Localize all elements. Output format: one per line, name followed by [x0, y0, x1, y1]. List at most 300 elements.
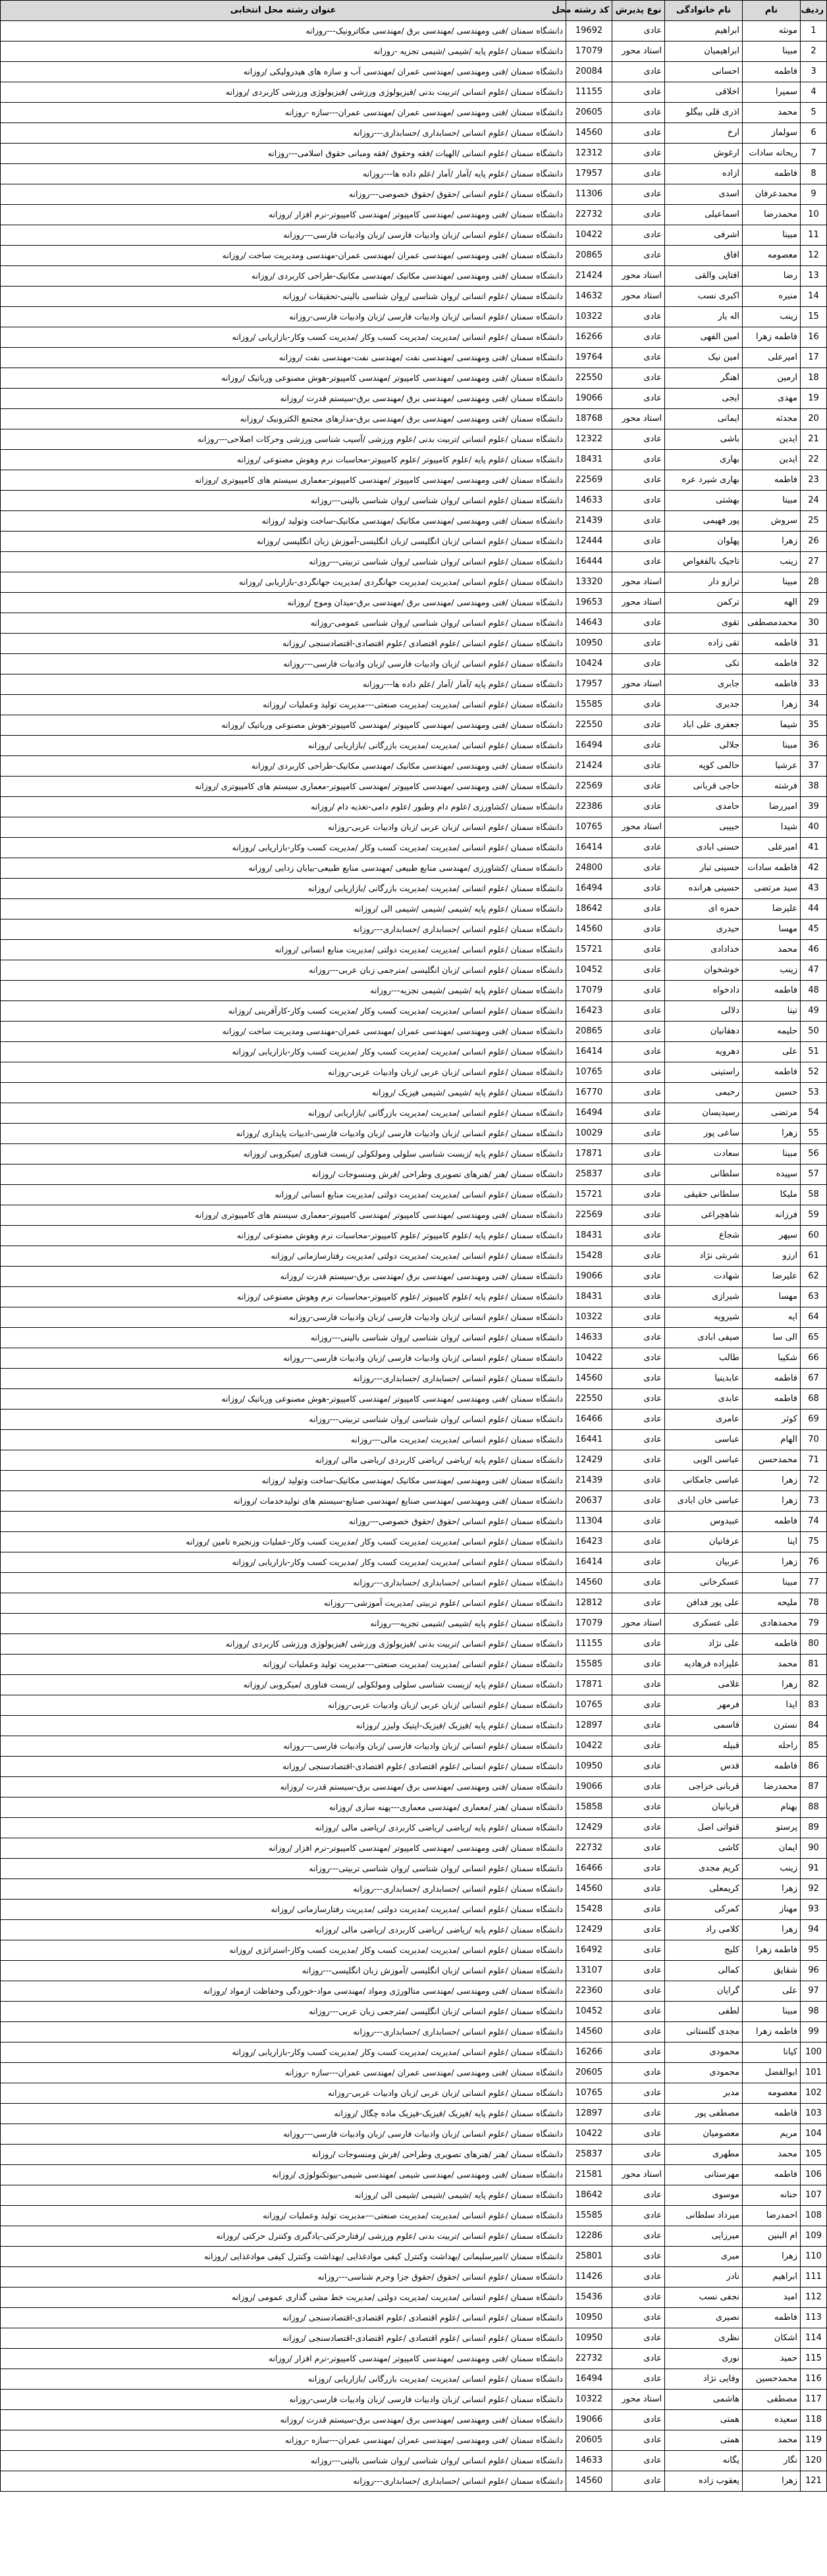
admission-type-cell: عادی	[612, 21, 665, 41]
admission-type-cell: عادی	[612, 2247, 665, 2267]
first-name-cell: عرشیا	[743, 756, 801, 777]
table-row	[1, 1491, 827, 1512]
header-code: کد رشته محل	[566, 1, 612, 21]
code-cell: 19066	[566, 2410, 612, 2430]
admission-type-cell: عادی	[612, 205, 665, 225]
field-cell: دانشگاه سمنان /علوم انسانی /حسابداری /حسابداری---روزانه	[1, 2471, 566, 2492]
field-cell: دانشگاه سمنان /علوم انسانی /مدیریت /مدیریت صنعتی---مدیریت تولید وعملیات /روزانه	[1, 2206, 566, 2226]
field-cell: دانشگاه سمنان /فنی ومهندسی /مهندسی عمران /مهندسی عمران---سازه -روزانه	[1, 2430, 566, 2451]
field-cell: دانشگاه سمنان /علوم انسانی /زبان انگلیسی /مترجمی زبان عربی---روزانه	[1, 960, 566, 981]
last-name-cell: عبیدوس	[665, 1512, 743, 1532]
row-number-cell: 47	[801, 960, 827, 981]
code-cell: 17871	[566, 1675, 612, 1695]
last-name-cell: عباسی جامکانی	[665, 1471, 743, 1491]
field-cell: دانشگاه سمنان /فنی ومهندسی /مهندسی مکانیک /مهندسی مکانیک-ساخت وتولید /روزانه	[1, 511, 566, 532]
code-cell: 12444	[566, 532, 612, 552]
table-row	[1, 205, 827, 225]
table-row	[1, 409, 827, 429]
admission-type-cell: عادی	[612, 899, 665, 919]
row-number-cell: 27	[801, 552, 827, 572]
last-name-cell: مهرستانی	[665, 2165, 743, 2185]
code-cell: 14560	[566, 123, 612, 144]
admission-type-cell: عادی	[612, 756, 665, 777]
admission-type-cell: عادی	[612, 858, 665, 879]
admission-type-cell: عادی	[612, 1328, 665, 1348]
row-number-cell: 21	[801, 429, 827, 450]
admission-type-cell: عادی	[612, 62, 665, 82]
table-row	[1, 1736, 827, 1757]
row-number-cell: 95	[801, 1940, 827, 1961]
admission-type-cell: عادی	[612, 797, 665, 817]
table-row	[1, 736, 827, 756]
field-cell: دانشگاه سمنان /علوم انسانی /حسابداری /حسابداری---روزانه	[1, 1369, 566, 1389]
last-name-cell: عابدی	[665, 1389, 743, 1410]
row-number-cell: 116	[801, 2369, 827, 2390]
code-cell: 17871	[566, 1144, 612, 1165]
admission-type-cell: عادی	[612, 1124, 665, 1144]
table-row	[1, 2104, 827, 2124]
table-row	[1, 41, 827, 62]
table-row	[1, 1573, 827, 1593]
code-cell: 14560	[566, 919, 612, 940]
row-number-cell: 87	[801, 1777, 827, 1797]
code-cell: 25837	[566, 1165, 612, 1185]
table-row	[1, 532, 827, 552]
table-row	[1, 552, 827, 572]
code-cell: 12897	[566, 1716, 612, 1736]
last-name-cell: دلالی	[665, 1001, 743, 1022]
admission-type-cell: عادی	[612, 777, 665, 797]
admission-type-cell: عادی	[612, 552, 665, 572]
code-cell: 12322	[566, 429, 612, 450]
last-name-cell: عسکرخانی	[665, 1573, 743, 1593]
code-cell: 10322	[566, 1307, 612, 1328]
table-row	[1, 1961, 827, 1981]
last-name-cell: دهقانیان	[665, 1022, 743, 1042]
row-number-cell: 89	[801, 1818, 827, 1838]
table-row	[1, 184, 827, 205]
first-name-cell: فاطمه	[743, 2165, 801, 2185]
first-name-cell: زینب	[743, 1859, 801, 1879]
last-name-cell: کلامی راد	[665, 1920, 743, 1940]
field-cell: دانشگاه سمنان /فنی ومهندسی /مهندسی کامپیوتر /مهندسی کامپیوتر-هوش مصنوعی ورباتیک /روزانه	[1, 368, 566, 389]
admission-type-cell: عادی	[612, 1675, 665, 1695]
admission-type-cell: استاد محور	[612, 41, 665, 62]
first-name-cell: حلیمه	[743, 1022, 801, 1042]
last-name-cell: علی نژاد	[665, 1634, 743, 1655]
table-row	[1, 1001, 827, 1022]
last-name-cell: حامدی	[665, 797, 743, 817]
last-name-cell: حبیبی	[665, 817, 743, 838]
table-row	[1, 1675, 827, 1695]
field-cell: دانشگاه سمنان /فنی ومهندسی /مهندسی شیمی /مهندسی شیمی-بیوتکنولوژی /روزانه	[1, 2165, 566, 2185]
code-cell: 12429	[566, 1920, 612, 1940]
code-cell: 21581	[566, 2165, 612, 2185]
header-field: عنوان رشته محل انتخابی	[1, 1, 566, 21]
field-cell: دانشگاه سمنان /فنی ومهندسی /مهندسی عمران /مهندسی عمران---سازه -روزانه	[1, 103, 566, 123]
first-name-cell: محمدمصطفی	[743, 613, 801, 634]
first-name-cell: معصومه	[743, 246, 801, 266]
field-cell: دانشگاه سمنان /علوم پایه /آمار /آمار /علم داده ها---روزانه	[1, 164, 566, 184]
first-name-cell: زهرا	[743, 1471, 801, 1491]
row-number-cell: 29	[801, 593, 827, 613]
field-cell: دانشگاه سمنان /علوم انسانی /زبان عربی /زبان وادبیات عربی-روزانه	[1, 2083, 566, 2104]
first-name-cell: شیما	[743, 715, 801, 736]
table-row	[1, 715, 827, 736]
first-name-cell: مهسا	[743, 919, 801, 940]
field-cell: دانشگاه سمنان /فنی ومهندسی /مهندسی عمران /مهندسی عمران-مهندسی ومدیریت ساخت /روزانه	[1, 246, 566, 266]
admission-type-cell: عادی	[612, 1042, 665, 1062]
code-cell: 12312	[566, 144, 612, 164]
field-cell: دانشگاه سمنان /علوم پایه /شیمی /شیمی /شیمی الی /روزانه	[1, 899, 566, 919]
admission-type-cell: عادی	[612, 2145, 665, 2165]
admission-type-cell: عادی	[612, 1246, 665, 1267]
code-cell: 10422	[566, 2124, 612, 2145]
last-name-cell: علی عسکری	[665, 1614, 743, 1634]
admission-type-cell: عادی	[612, 2226, 665, 2247]
table-row	[1, 1430, 827, 1450]
first-name-cell: محمدرضا	[743, 205, 801, 225]
first-name-cell: فاطمه زهرا	[743, 2022, 801, 2042]
table-row	[1, 1614, 827, 1634]
row-number-cell: 48	[801, 981, 827, 1001]
last-name-cell: قربانی خراجی	[665, 1777, 743, 1797]
table-row	[1, 1655, 827, 1675]
row-number-cell: 50	[801, 1022, 827, 1042]
last-name-cell: قربانیان	[665, 1797, 743, 1818]
field-cell: دانشگاه سمنان /علوم انسانی /حسابداری /حسابداری---روزانه	[1, 919, 566, 940]
field-cell: دانشگاه سمنان /علوم انسانی /مدیریت /مدیریت دولتی /مدیریت منابع انسانی /روزانه	[1, 940, 566, 960]
field-cell: دانشگاه سمنان /هنر /معماری /مهندسی معماری---پهنه سازی /روزانه	[1, 1797, 566, 1818]
table-row	[1, 491, 827, 511]
field-cell: دانشگاه سمنان /علوم انسانی /علوم تربیتی /مدیریت آموزشی---روزانه	[1, 1593, 566, 1614]
code-cell: 18642	[566, 2185, 612, 2206]
row-number-cell: 34	[801, 695, 827, 715]
row-number-cell: 119	[801, 2430, 827, 2451]
table-row	[1, 368, 827, 389]
last-name-cell: شجاع	[665, 1226, 743, 1246]
code-cell: 16423	[566, 1532, 612, 1552]
table-row	[1, 1879, 827, 1900]
first-name-cell: فاطمه سادات	[743, 858, 801, 879]
admission-type-cell: عادی	[612, 1491, 665, 1512]
table-row	[1, 1777, 827, 1797]
last-name-cell: اذری قلی بیگلو	[665, 103, 743, 123]
table-row	[1, 940, 827, 960]
code-cell: 14632	[566, 287, 612, 307]
first-name-cell: مبینا	[743, 491, 801, 511]
last-name-cell: هاشمی	[665, 2390, 743, 2410]
table-row	[1, 1103, 827, 1124]
table-row	[1, 2002, 827, 2022]
code-cell: 15436	[566, 2288, 612, 2308]
field-cell: دانشگاه سمنان /علوم انسانی /مدیریت /مدیریت کسب وکار /مدیریت کسب وکار-عملیات وزنجیره تامین /روزانه	[1, 1532, 566, 1552]
field-cell: دانشگاه سمنان /علوم انسانی /زبان وادبیات فارسی /زبان وادبیات فارسی-ادبیات پایداری /روزانه	[1, 1124, 566, 1144]
admission-type-cell: عادی	[612, 1716, 665, 1736]
row-number-cell: 19	[801, 389, 827, 409]
code-cell: 16466	[566, 1410, 612, 1430]
last-name-cell: ازاده	[665, 164, 743, 184]
first-name-cell: فرشته	[743, 777, 801, 797]
last-name-cell: حاجی قربانی	[665, 777, 743, 797]
code-cell: 20637	[566, 1491, 612, 1512]
first-name-cell: ایدا	[743, 1695, 801, 1716]
admission-type-cell: عادی	[612, 164, 665, 184]
first-name-cell: ابراهیم	[743, 2267, 801, 2288]
table-row	[1, 2410, 827, 2430]
first-name-cell: ریحانه سادات	[743, 144, 801, 164]
row-number-cell: 92	[801, 1879, 827, 1900]
row-number-cell: 86	[801, 1757, 827, 1777]
last-name-cell: مجدی گلستانی	[665, 2022, 743, 2042]
code-cell: 22360	[566, 1981, 612, 2002]
last-name-cell: ترکمن	[665, 593, 743, 613]
admission-type-cell: عادی	[612, 1165, 665, 1185]
first-name-cell: فاطمه	[743, 981, 801, 1001]
row-number-cell: 106	[801, 2165, 827, 2185]
field-cell: دانشگاه سمنان /علوم پایه /علوم کامپیوتر /علوم کامپیوتر-محاسبات نرم وهوش مصنوعی /روزانه	[1, 1287, 566, 1307]
code-cell: 10322	[566, 307, 612, 327]
row-number-cell: 75	[801, 1532, 827, 1552]
last-name-cell: ارغوش	[665, 144, 743, 164]
table-row	[1, 2451, 827, 2471]
first-name-cell: زهرا	[743, 695, 801, 715]
first-name-cell: سمیرا	[743, 82, 801, 103]
last-name-cell: تکی	[665, 654, 743, 674]
field-cell: دانشگاه سمنان /علوم انسانی /زبان وادبیات فارسی /زبان وادبیات فارسی---روزانه	[1, 1348, 566, 1369]
admission-type-cell: عادی	[612, 1573, 665, 1593]
code-cell: 17079	[566, 981, 612, 1001]
row-number-cell: 23	[801, 470, 827, 491]
first-name-cell: زهرا	[743, 532, 801, 552]
last-name-cell: سعادت	[665, 1144, 743, 1165]
field-cell: دانشگاه سمنان /هنر /هنرهای تصویری وطراحی /فرش ومنسوجات /روزانه	[1, 1165, 566, 1185]
field-cell: دانشگاه سمنان /فنی ومهندسی /مهندسی عمران /مهندسی آب و سازه های هیدرولیکی /روزانه	[1, 62, 566, 82]
row-number-cell: 65	[801, 1328, 827, 1348]
row-number-cell: 31	[801, 634, 827, 654]
table-row	[1, 756, 827, 777]
code-cell: 17079	[566, 1614, 612, 1634]
code-cell: 22732	[566, 205, 612, 225]
admission-type-cell: عادی	[612, 225, 665, 246]
first-name-cell: فاطمه	[743, 1757, 801, 1777]
table-row	[1, 797, 827, 817]
code-cell: 16494	[566, 736, 612, 756]
table-row	[1, 1532, 827, 1552]
first-name-cell: سروش	[743, 511, 801, 532]
code-cell: 10950	[566, 1757, 612, 1777]
code-cell: 12429	[566, 1450, 612, 1471]
first-name-cell: احمدرضا	[743, 2206, 801, 2226]
table-row	[1, 2308, 827, 2328]
admission-type-cell: استاد محور	[612, 2165, 665, 2185]
first-name-cell: مبینا	[743, 736, 801, 756]
table-row	[1, 613, 827, 634]
code-cell: 16414	[566, 1552, 612, 1573]
admission-type-cell: عادی	[612, 2288, 665, 2308]
table-row	[1, 327, 827, 348]
field-cell: دانشگاه سمنان /فنی ومهندسی /مهندسی کامپیوتر /مهندسی کامپیوتر-هوش مصنوعی ورباتیک /روزانه	[1, 1389, 566, 1410]
first-name-cell: فاطمه	[743, 654, 801, 674]
table-row	[1, 2390, 827, 2410]
row-number-cell: 114	[801, 2328, 827, 2349]
field-cell: دانشگاه سمنان /علوم انسانی /مدیریت /مدیریت کسب وکار /مدیریت کسب وکار-بازاریابی /روزانه	[1, 1042, 566, 1062]
row-number-cell: 5	[801, 103, 827, 123]
row-number-cell: 6	[801, 123, 827, 144]
admission-type-cell: عادی	[612, 1062, 665, 1083]
admission-type-cell: عادی	[612, 715, 665, 736]
code-cell: 22732	[566, 1838, 612, 1859]
table-row	[1, 1410, 827, 1430]
row-number-cell: 36	[801, 736, 827, 756]
table-row	[1, 2247, 827, 2267]
field-cell: دانشگاه سمنان /فنی ومهندسی /مهندسی برق /مهندسی برق-مدارهای مجتمع الکترونیک /روزانه	[1, 409, 566, 429]
field-cell: دانشگاه سمنان /علوم انسانی /زبان عربی /زبان وادبیات عربی-روزانه	[1, 1062, 566, 1083]
admission-type-cell: عادی	[612, 2471, 665, 2492]
code-cell: 14560	[566, 1879, 612, 1900]
row-number-cell: 91	[801, 1859, 827, 1879]
field-cell: دانشگاه سمنان /علوم پایه /شیمی /شیمی تجزیه---روزانه	[1, 981, 566, 1001]
last-name-cell: دهرویه	[665, 1042, 743, 1062]
row-number-cell: 45	[801, 919, 827, 940]
table-row	[1, 1246, 827, 1267]
first-name-cell: الی سا	[743, 1328, 801, 1348]
row-number-cell: 80	[801, 1634, 827, 1655]
first-name-cell: مریم	[743, 2124, 801, 2145]
first-name-cell: بهنام	[743, 1797, 801, 1818]
last-name-cell: ابراهیم	[665, 21, 743, 41]
field-cell: دانشگاه سمنان /علوم انسانی /زبان عربی /زبان وادبیات عربی-روزانه	[1, 817, 566, 838]
field-cell: دانشگاه سمنان /فنی ومهندسی /مهندسی کامپیوتر /مهندسی کامپیوتر-معماری سیستم های کامپیوتری /روزانه	[1, 470, 566, 491]
field-cell: دانشگاه سمنان /کشاورزی /علوم دام وطیور /علوم دامی-تغذیه دام /روزانه	[1, 797, 566, 817]
code-cell: 13320	[566, 572, 612, 593]
last-name-cell: نجفی نسب	[665, 2288, 743, 2308]
code-cell: 15585	[566, 2206, 612, 2226]
field-cell: دانشگاه سمنان /فنی ومهندسی /مهندسی برق /مهندسی برق-سیستم قدرت /روزانه	[1, 1777, 566, 1797]
first-name-cell: مبینا	[743, 41, 801, 62]
row-number-cell: 77	[801, 1573, 827, 1593]
row-number-cell: 8	[801, 164, 827, 184]
last-name-cell: پور فهیمی	[665, 511, 743, 532]
row-number-cell: 28	[801, 572, 827, 593]
admission-type-cell: عادی	[612, 2063, 665, 2083]
code-cell: 15585	[566, 695, 612, 715]
code-cell: 18768	[566, 409, 612, 429]
first-name-cell: ارمین	[743, 368, 801, 389]
table-row	[1, 2206, 827, 2226]
admission-type-cell: عادی	[612, 1267, 665, 1287]
first-name-cell: محدثه	[743, 409, 801, 429]
first-name-cell: مبینا	[743, 2002, 801, 2022]
field-cell: دانشگاه سمنان /هنر /هنرهای تصویری وطراحی /فرش ومنسوجات /روزانه	[1, 2145, 566, 2165]
code-cell: 22569	[566, 777, 612, 797]
last-name-cell: بهاری شیرد عره	[665, 470, 743, 491]
admission-type-cell: عادی	[612, 1369, 665, 1389]
table-row	[1, 2083, 827, 2104]
field-cell: دانشگاه سمنان /علوم انسانی /حقوق /حقوق خصوصی---روزانه	[1, 1512, 566, 1532]
table-row	[1, 1797, 827, 1818]
table-row	[1, 879, 827, 899]
admission-type-cell: عادی	[612, 1981, 665, 2002]
admission-type-cell: عادی	[612, 511, 665, 532]
last-name-cell: قدس	[665, 1757, 743, 1777]
first-name-cell: رضا	[743, 266, 801, 287]
last-name-cell: عامری	[665, 1410, 743, 1430]
row-number-cell: 10	[801, 205, 827, 225]
header-row	[1, 1, 827, 21]
last-name-cell: شیرویه	[665, 1307, 743, 1328]
field-cell: دانشگاه سمنان /فنی ومهندسی /مهندسی برق /مهندسی برق-سیستم قدرت /روزانه	[1, 2410, 566, 2430]
first-name-cell: حنانه	[743, 2185, 801, 2206]
field-cell: دانشگاه سمنان /علوم انسانی /زبان انگلیسی /مترجمی زبان عربی---روزانه	[1, 2002, 566, 2022]
field-cell: دانشگاه سمنان /علوم انسانی /الهیات /فقه وحقوق /فقه ومبانی حقوق اسلامی---روزانه	[1, 144, 566, 164]
admission-type-cell: عادی	[612, 82, 665, 103]
field-cell: دانشگاه سمنان /علوم انسانی /مدیریت /مدیریت کسب وکار /مدیریت کسب وکار-بازاریابی /روزانه	[1, 838, 566, 858]
field-cell: دانشگاه سمنان /علوم انسانی /علوم اقتصادی /علوم اقتصادی-اقتصادسنجی /روزانه	[1, 2308, 566, 2328]
last-name-cell: جعفری علی اباد	[665, 715, 743, 736]
last-name-cell: شیرازی	[665, 1287, 743, 1307]
table-row	[1, 2471, 827, 2492]
row-number-cell: 74	[801, 1512, 827, 1532]
row-number-cell: 7	[801, 144, 827, 164]
last-name-cell: حالمی کوپه	[665, 756, 743, 777]
row-number-cell: 38	[801, 777, 827, 797]
admission-type-cell: عادی	[612, 613, 665, 634]
last-name-cell: سلطانی	[665, 1165, 743, 1185]
row-number-cell: 40	[801, 817, 827, 838]
last-name-cell: وفایی نژاد	[665, 2369, 743, 2390]
table-row	[1, 1205, 827, 1226]
first-name-cell: شکیبا	[743, 1348, 801, 1369]
last-name-cell: غلامی	[665, 1675, 743, 1695]
code-cell: 11426	[566, 2267, 612, 2288]
field-cell: دانشگاه سمنان /علوم انسانی /تربیت بدنی /فیزیولوژی ورزشی /فیزیولوژی ورزشی کاربردی /روزانه	[1, 82, 566, 103]
last-name-cell: اخلاقی	[665, 82, 743, 103]
table-row	[1, 2349, 827, 2369]
first-name-cell: فاطمه	[743, 1389, 801, 1410]
code-cell: 22732	[566, 2349, 612, 2369]
admission-type-cell: عادی	[612, 368, 665, 389]
code-cell: 24800	[566, 858, 612, 879]
admission-type-cell: عادی	[612, 327, 665, 348]
admission-type-cell: عادی	[612, 2042, 665, 2063]
first-name-cell: مونثه	[743, 21, 801, 41]
field-cell: دانشگاه سمنان /فنی ومهندسی /مهندسی کامپیوتر /مهندسی کامپیوتر-معماری سیستم های کامپیوتری /روزانه	[1, 1205, 566, 1226]
last-name-cell: کمرکی	[665, 1900, 743, 1920]
field-cell: دانشگاه سمنان /علوم انسانی /زبان وادبیات فارسی /زبان وادبیات فارسی-روزانه	[1, 2390, 566, 2410]
first-name-cell: مصطفی	[743, 2390, 801, 2410]
first-name-cell: زهرا	[743, 1491, 801, 1512]
last-name-cell: مصطفی پور	[665, 2104, 743, 2124]
table-row	[1, 1287, 827, 1307]
admission-type-cell: عادی	[612, 491, 665, 511]
code-cell: 14633	[566, 2451, 612, 2471]
code-cell: 19653	[566, 593, 612, 613]
field-cell: دانشگاه سمنان /فنی ومهندسی /مهندسی عمران /مهندسی عمران-مهندسی ومدیریت ساخت /روزانه	[1, 1022, 566, 1042]
table-row	[1, 1593, 827, 1614]
last-name-cell: جلالی	[665, 736, 743, 756]
admission-type-cell: عادی	[612, 1859, 665, 1879]
row-number-cell: 109	[801, 2226, 827, 2247]
field-cell: دانشگاه سمنان /علوم انسانی /مدیریت /مدیریت بازرگانی /بازاریابی /روزانه	[1, 1103, 566, 1124]
row-number-cell: 64	[801, 1307, 827, 1328]
last-name-cell: اهنگر	[665, 368, 743, 389]
first-name-cell: فاطمه	[743, 1512, 801, 1532]
last-name-cell: باشی	[665, 429, 743, 450]
header-row-number: ردیف	[801, 1, 827, 21]
first-name-cell: مبینا	[743, 572, 801, 593]
code-cell: 16494	[566, 2369, 612, 2390]
